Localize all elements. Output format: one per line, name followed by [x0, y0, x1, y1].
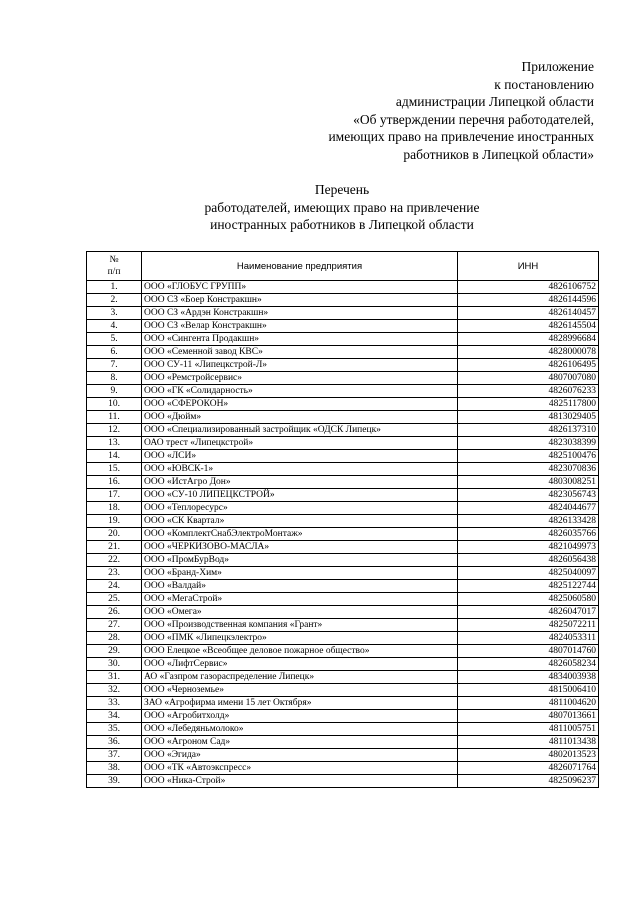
table-row [87, 619, 599, 632]
table-row [87, 320, 599, 333]
appendix-line: к постановлению [494, 76, 594, 92]
row-number: 12. [87, 424, 142, 437]
company-inn: 4828996684 [458, 333, 599, 346]
company-name: ООО «Агроном Сад» [142, 736, 458, 749]
company-name: ООО «СУ-10 ЛИПЕЦКСТРОЙ» [142, 489, 458, 502]
company-inn: 4825117800 [458, 398, 599, 411]
row-number: 10. [87, 398, 142, 411]
company-inn: 4807007080 [458, 372, 599, 385]
row-number: 8. [87, 372, 142, 385]
company-inn: 4826137310 [458, 424, 599, 437]
header-number [87, 252, 142, 281]
company-name: ООО «Сингента Продакшн» [142, 333, 458, 346]
table-row [87, 736, 599, 749]
company-name: ООО «ЧЕРКИЗОВО-МАСЛА» [142, 541, 458, 554]
table-row [87, 645, 599, 658]
table-row [87, 554, 599, 567]
row-number: 6. [87, 346, 142, 359]
company-name: ООО «Теплоресурс» [142, 502, 458, 515]
header-name: Наименование предприятия [142, 252, 458, 281]
appendix-line: работников в Липецкой области» [403, 146, 594, 162]
table-row [87, 528, 599, 541]
company-name: АО «Газпром газораспределение Липецк» [142, 671, 458, 684]
row-number: 13. [87, 437, 142, 450]
company-name: ООО «Лебедяньмолоко» [142, 723, 458, 736]
table-row [87, 437, 599, 450]
row-number: 11. [87, 411, 142, 424]
document-title [0, 181, 640, 234]
row-number: 2. [87, 294, 142, 307]
company-name: ООО «ТК «Автоэкспресс» [142, 762, 458, 775]
company-inn: 4825122744 [458, 580, 599, 593]
appendix-line: Приложение [521, 59, 594, 74]
company-inn: 4826056438 [458, 554, 599, 567]
row-number: 34. [87, 710, 142, 723]
company-inn: 4815006410 [458, 684, 599, 697]
company-name: ООО «СК Квартал» [142, 515, 458, 528]
company-name: ООО «ИстАгро Дон» [142, 476, 458, 489]
appendix-block [234, 58, 594, 163]
table-row [87, 359, 599, 372]
company-inn: 4824044677 [458, 502, 599, 515]
company-inn: 4825100476 [458, 450, 599, 463]
company-name: ООО «Бранд-Хим» [142, 567, 458, 580]
row-number: 5. [87, 333, 142, 346]
appendix-line: «Об утверждении перечня работодателей, [353, 111, 594, 127]
employers-table [86, 251, 599, 788]
appendix-line: имеющих право на привлечение иностранных [328, 129, 594, 144]
table-row [87, 710, 599, 723]
row-number: 4. [87, 320, 142, 333]
company-name: ОАО трест «Липецкстрой» [142, 437, 458, 450]
table-row [87, 515, 599, 528]
company-inn: 4823038399 [458, 437, 599, 450]
company-name: ООО СЗ «Велар Констракшн» [142, 320, 458, 333]
table-row [87, 593, 599, 606]
table-row [87, 307, 599, 320]
row-number: 9. [87, 385, 142, 398]
table-row [87, 684, 599, 697]
table-row [87, 762, 599, 775]
company-inn: 4826047017 [458, 606, 599, 619]
company-name: ООО «КомплектСнабЭлектроМонтаж» [142, 528, 458, 541]
company-name: ЗАО «Агрофирма имени 15 лет Октября» [142, 697, 458, 710]
company-inn: 4826106752 [458, 281, 599, 294]
company-name: ООО «СФЕРОКОН» [142, 398, 458, 411]
row-number: 35. [87, 723, 142, 736]
company-inn: 4821049973 [458, 541, 599, 554]
company-name: ООО «Черноземье» [142, 684, 458, 697]
company-inn: 4826071764 [458, 762, 599, 775]
table-row [87, 502, 599, 515]
company-name: ООО СЗ «Боер Констракшн» [142, 294, 458, 307]
company-inn: 4826144596 [458, 294, 599, 307]
table-body [87, 281, 599, 788]
company-inn: 4807013661 [458, 710, 599, 723]
row-number: 18. [87, 502, 142, 515]
row-number: 27. [87, 619, 142, 632]
table-row [87, 398, 599, 411]
table-row [87, 281, 599, 294]
table-row [87, 450, 599, 463]
company-inn: 4825060580 [458, 593, 599, 606]
row-number: 29. [87, 645, 142, 658]
row-number: 14. [87, 450, 142, 463]
company-inn: 4828000078 [458, 346, 599, 359]
company-name: ООО «Валдай» [142, 580, 458, 593]
company-name: ООО «ПМК «Липецкэлектро» [142, 632, 458, 645]
company-inn: 4826035766 [458, 528, 599, 541]
header-number-abbr: п/п [107, 267, 121, 277]
row-number: 7. [87, 359, 142, 372]
row-number: 15. [87, 463, 142, 476]
row-number: 24. [87, 580, 142, 593]
company-name: ООО «ЛифтСервис» [142, 658, 458, 671]
table-row [87, 541, 599, 554]
row-number: 32. [87, 684, 142, 697]
row-number: 21. [87, 541, 142, 554]
company-inn: 4813029405 [458, 411, 599, 424]
company-name: ООО «Омега» [142, 606, 458, 619]
company-name: ООО «МегаСтрой» [142, 593, 458, 606]
company-inn: 4826145504 [458, 320, 599, 333]
row-number: 20. [87, 528, 142, 541]
row-number: 25. [87, 593, 142, 606]
header-number-symbol: № [109, 255, 119, 265]
company-name: ООО Елецкое «Всеобщее деловое пожарное общество» [142, 645, 458, 658]
header-inn: ИНН [458, 252, 599, 281]
row-number: 30. [87, 658, 142, 671]
appendix-line: администрации Липецкой области [395, 94, 594, 109]
row-number: 16. [87, 476, 142, 489]
company-inn: 4834003938 [458, 671, 599, 684]
company-inn: 4803008251 [458, 476, 599, 489]
company-name: ООО «ЮВСК-1» [142, 463, 458, 476]
table-header-row [87, 252, 599, 281]
row-number: 36. [87, 736, 142, 749]
table-row [87, 723, 599, 736]
row-number: 33. [87, 697, 142, 710]
table-row [87, 671, 599, 684]
table-row [87, 411, 599, 424]
table-row [87, 489, 599, 502]
row-number: 28. [87, 632, 142, 645]
table-row [87, 463, 599, 476]
company-name: ООО «ГК «Солидарность» [142, 385, 458, 398]
company-inn: 4811005751 [458, 723, 599, 736]
title-line: работодателей, имеющих право на привлечение [204, 199, 480, 215]
table-row [87, 775, 599, 788]
company-inn: 4824053311 [458, 632, 599, 645]
company-name: ООО «Производственная компания «Грант» [142, 619, 458, 632]
company-name: ООО СЗ «Ардэн Констракшн» [142, 307, 458, 320]
company-inn: 4811004620 [458, 697, 599, 710]
company-name: ООО «ПромБурВод» [142, 554, 458, 567]
row-number: 39. [87, 775, 142, 788]
table-row [87, 424, 599, 437]
company-inn: 4825040097 [458, 567, 599, 580]
row-number: 19. [87, 515, 142, 528]
company-inn: 4823070836 [458, 463, 599, 476]
company-inn: 4802013523 [458, 749, 599, 762]
table-row [87, 385, 599, 398]
title-line: Перечень [314, 182, 370, 197]
company-inn: 4825096237 [458, 775, 599, 788]
table-row [87, 749, 599, 762]
company-name: ООО «Ника-Строй» [142, 775, 458, 788]
row-number: 38. [87, 762, 142, 775]
table-row [87, 372, 599, 385]
title-line: иностранных работников в Липецкой области [210, 217, 474, 232]
company-inn: 4825072211 [458, 619, 599, 632]
company-name: ООО СУ-11 «Липецкстрой-Л» [142, 359, 458, 372]
company-name: ООО «Специализированный застройщик «ОДСК Липецк» [142, 424, 458, 437]
company-name: ООО «Ремстройсервис» [142, 372, 458, 385]
row-number: 3. [87, 307, 142, 320]
row-number: 31. [87, 671, 142, 684]
row-number: 23. [87, 567, 142, 580]
row-number: 1. [87, 281, 142, 294]
company-name: ООО «Агробитхолд» [142, 710, 458, 723]
row-number: 37. [87, 749, 142, 762]
company-inn: 4826058234 [458, 658, 599, 671]
company-inn: 4826140457 [458, 307, 599, 320]
company-name: ООО «Эгида» [142, 749, 458, 762]
company-inn: 4826106495 [458, 359, 599, 372]
row-number: 17. [87, 489, 142, 502]
company-inn: 4807014760 [458, 645, 599, 658]
company-inn: 4823056743 [458, 489, 599, 502]
company-name: ООО «ГЛОБУС ГРУПП» [142, 281, 458, 294]
row-number: 22. [87, 554, 142, 567]
table-row [87, 333, 599, 346]
table-row [87, 567, 599, 580]
table-row [87, 580, 599, 593]
table-row [87, 632, 599, 645]
company-inn: 4826133428 [458, 515, 599, 528]
table-row [87, 294, 599, 307]
company-name: ООО «Дюйм» [142, 411, 458, 424]
row-number: 26. [87, 606, 142, 619]
table-row [87, 346, 599, 359]
table-row [87, 606, 599, 619]
company-inn: 4811013438 [458, 736, 599, 749]
company-name: ООО «Семенной завод КВС» [142, 346, 458, 359]
company-name: ООО «ЛСИ» [142, 450, 458, 463]
table-row [87, 476, 599, 489]
table-row [87, 697, 599, 710]
company-inn: 4826076233 [458, 385, 599, 398]
table-row [87, 658, 599, 671]
